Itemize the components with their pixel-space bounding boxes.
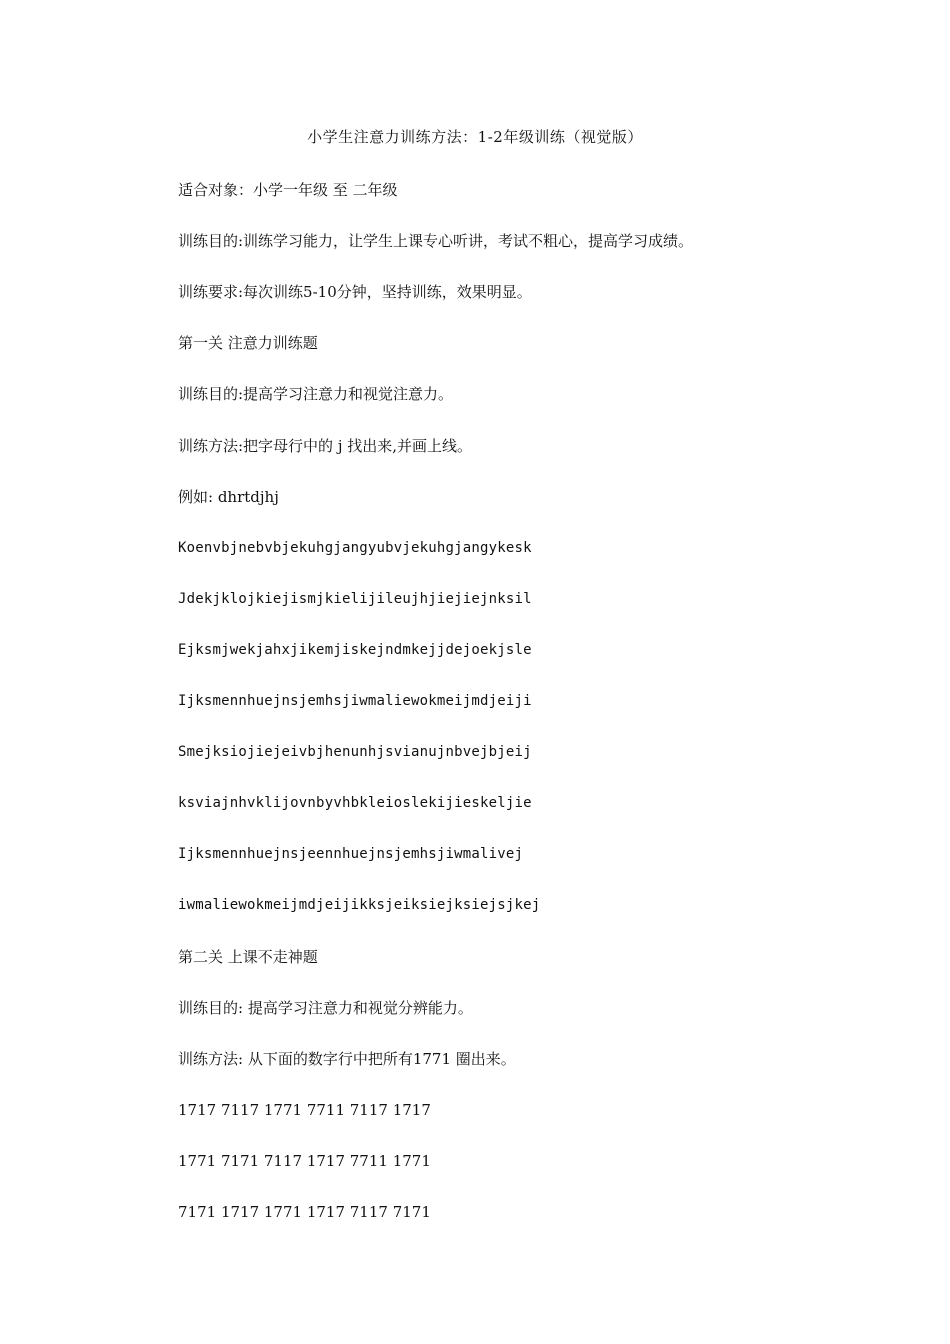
- text-line: 适合对象：小学一年级 至 二年级: [178, 181, 398, 199]
- text-line: 训练方法: 从下面的数字行中把所有1771 圈出来。: [178, 1050, 516, 1068]
- text-line: 训练目的:提高学习注意力和视觉注意力。: [178, 385, 454, 403]
- letter-row: Ejksmjwekjahxjikemjiskejndmkejjdejoekjsle: [178, 642, 532, 658]
- letter-row: Koenvbjnebvbjekuhgjangyubvjekuhgjangykesk: [178, 540, 532, 556]
- text-line: 第一关 注意力训练题: [178, 334, 318, 352]
- letter-row: Ijksmennhuejnsjeennhuejnsjemhsjiwmalivej: [178, 846, 524, 862]
- letter-row: Jdekjklojkiejismjkielijileujhjiejiejnksil: [178, 591, 532, 607]
- letter-row: iwmaliewokmeijmdjeijikksjeiksiejksiejsjkej: [178, 897, 541, 913]
- text-line: 例如: dhrtdjhj: [178, 488, 279, 506]
- letter-row: Ijksmennhuejnsjemhsjiwmaliewokmeijmdjeiji: [178, 693, 532, 709]
- text-line: 训练目的: 提高学习注意力和视觉分辨能力。: [178, 999, 473, 1017]
- text-line: 7171 1717 1771 1717 7117 7171: [178, 1203, 431, 1221]
- text-line: 训练目的:训练学习能力，让学生上课专心听讲，考试不粗心，提高学习成绩。: [178, 232, 694, 250]
- text-line: 第二关 上课不走神题: [178, 948, 318, 966]
- text-line: 训练要求:每次训练5-10分钟，坚持训练，效果明显。: [178, 283, 532, 301]
- letter-row: ksviajnhvklijovnbyvhbkleioslekijieskeljie: [178, 795, 532, 811]
- text-line: 1771 7171 7117 1717 7711 1771: [178, 1152, 431, 1170]
- text-line: 训练方法:把字母行中的 j 找出来,并画上线。: [178, 437, 473, 455]
- page-title: 小学生注意力训练方法：1-2年级训练（视觉版）: [307, 128, 643, 146]
- text-line: 1717 7117 1771 7711 7117 1717: [178, 1101, 431, 1119]
- letter-row: Smejksiojiejeivbjhenunhjsvianujnbvejbjeij: [178, 744, 532, 760]
